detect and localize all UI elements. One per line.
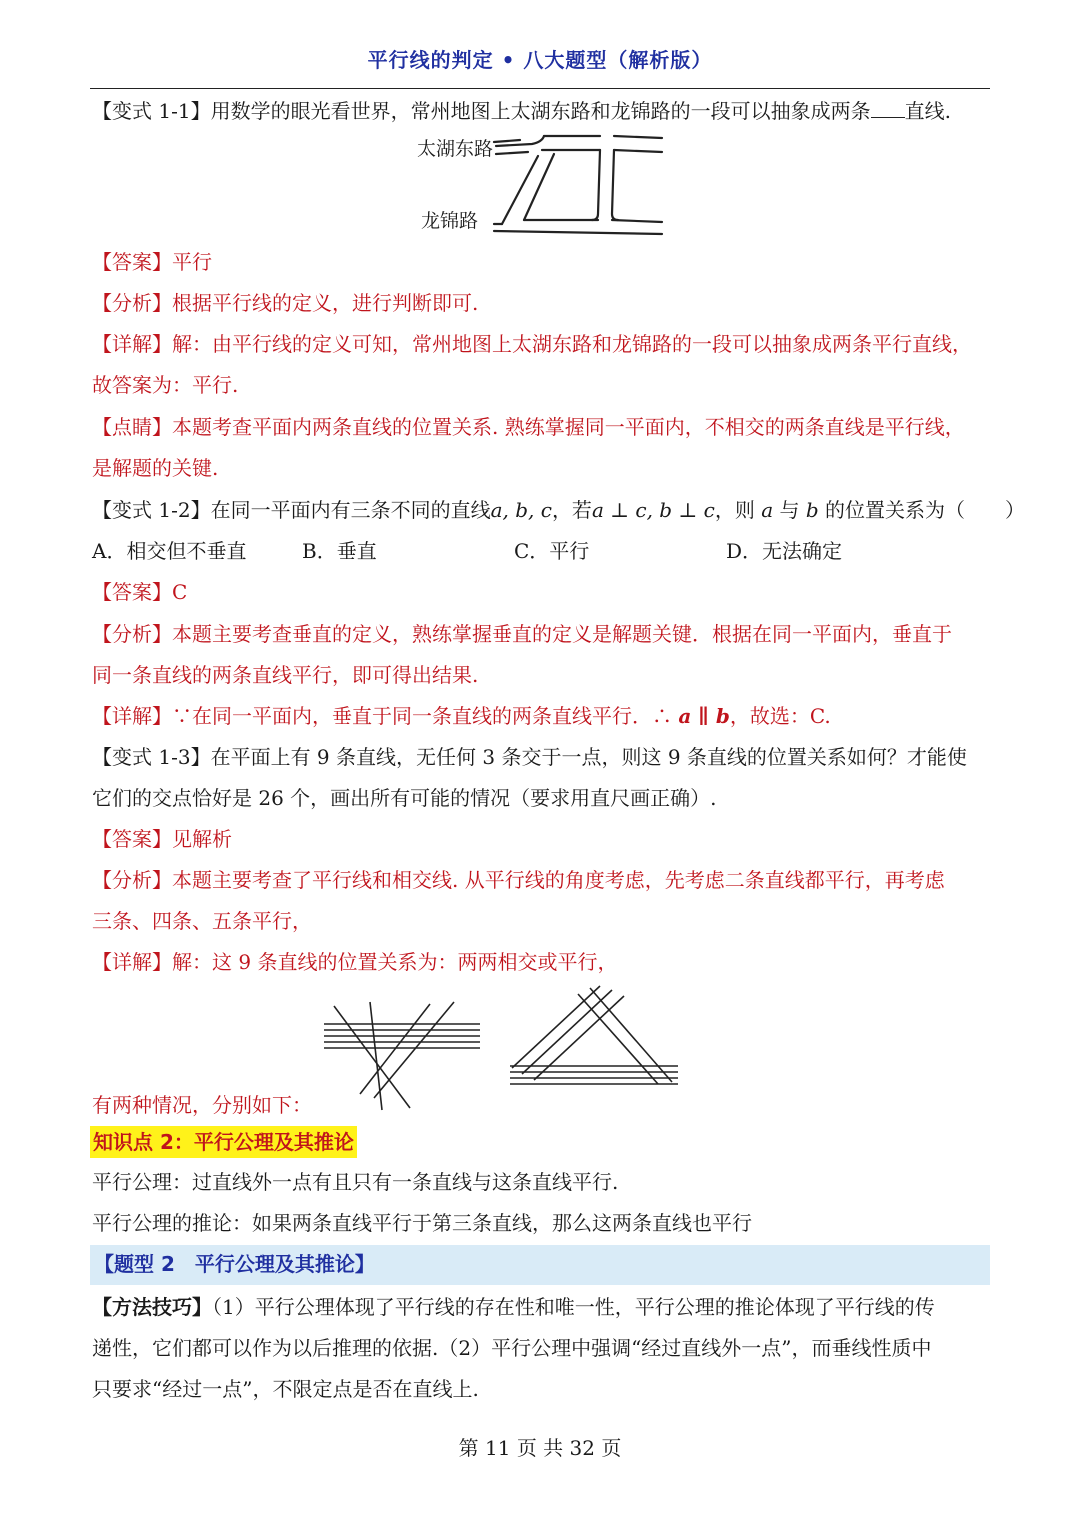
- stem-part: 的位置关系为（ ）: [818, 498, 1026, 522]
- road-map-figure: [480, 128, 680, 240]
- q1-1-detail-2: 故答案为：平行.: [92, 373, 239, 397]
- answer-tag: 【答案】: [92, 827, 172, 851]
- q1-3-label: 【变式 1-3】: [92, 745, 211, 769]
- answer-tag: 【答案】: [92, 250, 172, 274]
- q1-1-point-2: 是解题的关键.: [92, 456, 219, 480]
- stem-part: ，若: [551, 498, 592, 522]
- q1-1-analysis: [92, 289, 990, 317]
- q1-2-analysis-1: [92, 620, 990, 648]
- math-condition: a ⊥ c, b ⊥ c: [591, 498, 715, 522]
- q1-3-analysis-1: [92, 866, 990, 894]
- stem-part: 与: [773, 498, 806, 522]
- q1-1-answer: [92, 248, 990, 276]
- q1-1-text-end: 直线.: [904, 99, 951, 123]
- answer-value: 见解析: [172, 827, 232, 851]
- analysis-text: 本题主要考查了平行线和相交线. 从平行线的角度考虑，先考虑二条直线都平行，再考虑: [172, 868, 945, 892]
- math-relation: a ∥ b: [678, 704, 730, 728]
- q1-3-cases: 有两种情况，分别如下：: [92, 1093, 312, 1117]
- option-d: D．无法确定: [726, 539, 843, 563]
- method-line-1: [92, 1293, 990, 1321]
- q1-1-detail-1: [92, 330, 990, 358]
- road-label-top: 太湖东路: [417, 138, 494, 160]
- q1-2-detail: [92, 702, 990, 730]
- stem-part: 在同一平面内有三条不同的直线: [210, 498, 491, 522]
- q1-2-analysis-2: 同一条直线的两条直线平行，即可得出结果.: [92, 663, 479, 687]
- analysis-text: 本题主要考查垂直的定义，熟练掌握垂直的定义是解题关键．根据在同一平面内，垂直于: [172, 622, 952, 646]
- q1-2-label: 【变式 1-2】: [92, 498, 211, 522]
- detail-text: ∵在同一平面内，垂直于同一条直线的两条直线平行．∴: [172, 704, 679, 728]
- lines-figure-case-2: [506, 984, 682, 1090]
- method-line-2: 递性，它们都可以作为以后推理的依据.（2）平行公理中强调“经过直线外一点”，而垂线性质中: [92, 1336, 932, 1360]
- detail-text: 解：这 9 条直线的位置关系为：两两相交或平行，: [172, 950, 618, 974]
- q1-1-point-1: [92, 413, 990, 441]
- detail-tag: 【详解】: [92, 950, 172, 974]
- q1-2-answer: [92, 578, 990, 606]
- stem-part: ，则: [714, 498, 762, 522]
- detail-text: 解：由平行线的定义可知，常州地图上太湖东路和龙锦路的一段可以抽象成两条平行直线，: [172, 332, 972, 356]
- math-vars: a, b, c: [490, 498, 552, 522]
- answer-value: C: [172, 580, 188, 604]
- page-header: 平行线的判定 • 八大题型（解析版）: [367, 48, 713, 72]
- analysis-tag: 【分析】: [92, 622, 172, 646]
- detail-text: ，故选：C.: [729, 704, 831, 728]
- knowledge-point-title: 知识点 2：平行公理及其推论: [90, 1126, 357, 1158]
- page-footer: 第 11 页 共 32 页: [458, 1436, 622, 1460]
- point-text: 本题考查平面内两条直线的位置关系. 熟练掌握同一平面内，不相交的两条直线是平行线，: [172, 415, 965, 439]
- q1-3-stem-1: [92, 743, 990, 771]
- q1-3-answer: [92, 825, 990, 853]
- answer-tag: 【答案】: [92, 580, 172, 604]
- q1-1-label: 【变式 1-1】: [92, 99, 211, 123]
- q1-3-analysis-2: 三条、四条、五条平行，: [92, 909, 312, 933]
- topic-title: 【题型 2 平行公理及其推论】: [94, 1252, 375, 1276]
- detail-tag: 【详解】: [92, 332, 172, 356]
- q1-1-text: 用数学的眼光看世界，常州地图上太湖东路和龙锦路的一段可以抽象成两条: [210, 99, 871, 123]
- analysis-text: 根据平行线的定义，进行判断即可.: [172, 291, 479, 315]
- option-a: A．相交但不垂直: [92, 539, 247, 563]
- q1-1-stem: [92, 97, 990, 125]
- corollary-text: 平行公理的推论：如果两条直线平行于第三条直线，那么这两条直线也平行: [92, 1211, 752, 1235]
- stem-text: 在平面上有 9 条直线，无任何 3 条交于一点，则这 9 条直线的位置关系如何？才能使: [210, 745, 967, 769]
- detail-tag: 【详解】: [92, 704, 172, 728]
- analysis-tag: 【分析】: [92, 868, 172, 892]
- option-b: B．垂直: [302, 539, 377, 563]
- math-var-a: a: [761, 498, 774, 522]
- math-var-b: b: [805, 498, 819, 522]
- header-rule: [90, 88, 990, 89]
- point-tag: 【点睛】: [92, 415, 172, 439]
- answer-blank: [871, 99, 905, 118]
- axiom-text: 平行公理：过直线外一点有且只有一条直线与这条直线平行.: [92, 1170, 619, 1194]
- answer-value: 平行: [172, 250, 212, 274]
- road-label-bottom: 龙锦路: [421, 210, 479, 232]
- option-c: C．平行: [514, 539, 590, 563]
- method-line-3: 只要求“经过一点”，不限定点是否在直线上.: [92, 1377, 479, 1401]
- method-tag: 【方法技巧】: [92, 1295, 212, 1319]
- q1-2-stem: [92, 496, 1026, 524]
- analysis-tag: 【分析】: [92, 291, 172, 315]
- q1-3-stem-2: 它们的交点恰好是 26 个，画出所有可能的情况（要求用直尺画正确）.: [92, 786, 717, 810]
- q1-3-detail: [92, 948, 990, 976]
- method-text: （1）平行公理体现了平行线的存在性和唯一性，平行公理的推论体现了平行线的传: [212, 1295, 935, 1319]
